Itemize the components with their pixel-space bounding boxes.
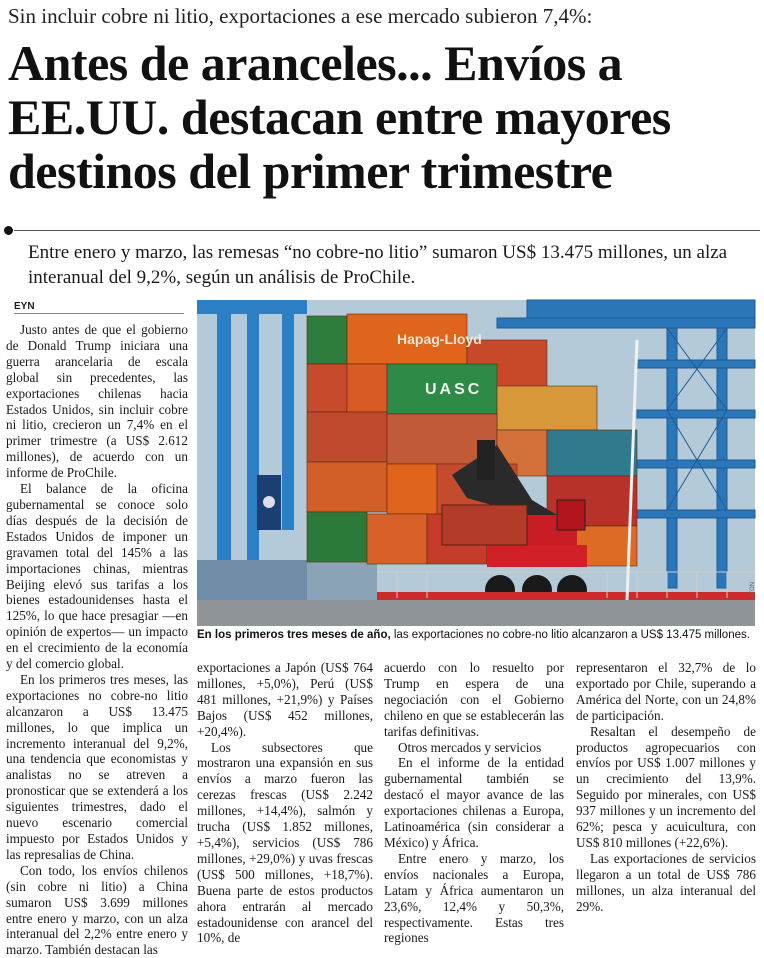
subhead: Entre enero y marzo, las remesas “no cobre-no litio” sumaron US$ 13.475 millones, un alza interanual del 9,2%, según un análisis de ProChile. (28, 242, 728, 288)
paragraph: El balance de la oficina gubernamental se conoce solo días después de la decisión de Estados Unidos de imponer un gravamen total del 145% a las importaciones chinas, mientras Beijing elevó sus tarifas a los bienes estadounidenses hasta el 125%, lo que hace presagiar —en opinión de expertos— un impacto en el crecimiento de la economía y del comercio global. (6, 481, 188, 672)
divider (14, 230, 760, 231)
byline: EYN (14, 301, 35, 312)
photo-credit: ATON (750, 581, 756, 598)
column-2 (197, 660, 373, 946)
kicker: Sin incluir cobre ni litio, exportaciones a ese mercado subieron 7,4%: (8, 4, 593, 28)
paragraph: Los subsectores que mostraron una expansión en sus envíos a marzo fueron las cerezas frescas (US$ 2.242 millones, +14,4%), salmón y trucha (US$ 1.852 millones, +5,4%), servicios (US$ 786 millones, +29,0%) y uvas frescas (US$ 500 millones, +18,7%). Buena parte de estos productos ahora entrarán al mercado estadounidense con arancel del 10%, de (197, 739, 373, 946)
paragraph: Justo antes de que el gobierno de Donald Trump iniciara una guerra arancelaria de escala global sin precedentes, las exportaciones chilenas hacia Estados Unidos, sin incluir cobre ni litio, crecieron un 7,4% en el primer trimestre (a US$ 2.612 millones), de acuerdo con un informe de ProChile. (6, 322, 188, 481)
port-container-photo (197, 300, 755, 626)
paragraph: acuerdo con lo resuelto por Trump en espera de una negociación con el Gobierno chileno en que se establecerán las tarifas definitivas. (384, 660, 564, 739)
photo-caption (197, 628, 757, 642)
caption-lead: En los primeros tres meses de año, (197, 629, 391, 641)
container-logo-text: Hapag-Lloyd (397, 331, 482, 347)
paragraph: representaron el 32,7% de lo exportado por Chile, superando a América del Norte, con un 24,8% de participación. (576, 660, 756, 723)
container-logo-text: UASC (425, 381, 483, 398)
divider (14, 313, 184, 314)
column-4 (576, 660, 756, 915)
paragraph: En los primeros tres meses, las exportaciones no cobre-no litio alcanzaron a US$ 13.475 millones, lo que implica un incremento interanual del 9,2%, una tendencia que economistas y analistas no se atreven a pronosticar que se extenderá a los siguientes trimestres, dado el nuevo escenario comercial impuesto por Estados Unidos y las represalias de China. (6, 671, 188, 862)
paragraph: Resaltan el desempeño de productos agropecuarios con envíos por US$ 1.007 millones y un crecimiento del 13,9%. Seguido por minerales, con US$ 937 millones y un incremento del 62%; pesca y acuicultura, con US$ 810 millones (+22,6%). (576, 723, 756, 850)
paragraph: Con todo, los envíos chilenos (sin cobre ni litio) a China sumaron US$ 3.699 millones entre enero y marzo, con un alza interanual del 2,2% entre enero y marzo. También destacan las (6, 862, 188, 958)
paragraph: Entre enero y marzo, los envíos nacionales a Europa, Latam y África aumentaron un 23,6%, 12,4% y 50,3%, respectivamente. Estas tres regiones (384, 850, 564, 946)
column-3 (384, 660, 564, 946)
caption-text: las exportaciones no cobre-no litio alcanzaron a US$ 13.475 millones. (390, 629, 750, 641)
column-1 (6, 322, 188, 958)
photo-illustration (197, 300, 755, 626)
headline: Antes de aranceles... Envíos a EE.UU. destacan entre mayores destinos del primer trimestre (8, 35, 671, 199)
bullet-dot-icon (4, 226, 13, 235)
section-subheading: Otros mercados y servicios (398, 739, 542, 755)
paragraph: En el informe de la entidad gubernamental también se destacó el mayor avance de las exportaciones chilenas a Europa, Latinoamérica (sin considerar a México) y África. (384, 755, 564, 850)
paragraph: Las exportaciones de servicios llegaron a un total de US$ 786 millones, un alza interanual del 29%. (576, 850, 756, 914)
paragraph: exportaciones a Japón (US$ 764 millones, +5,0%), Perú (US$ 481 millones, +21,9%) y Países Bajos (US$ 452 millones, +20,4%). (197, 660, 373, 739)
